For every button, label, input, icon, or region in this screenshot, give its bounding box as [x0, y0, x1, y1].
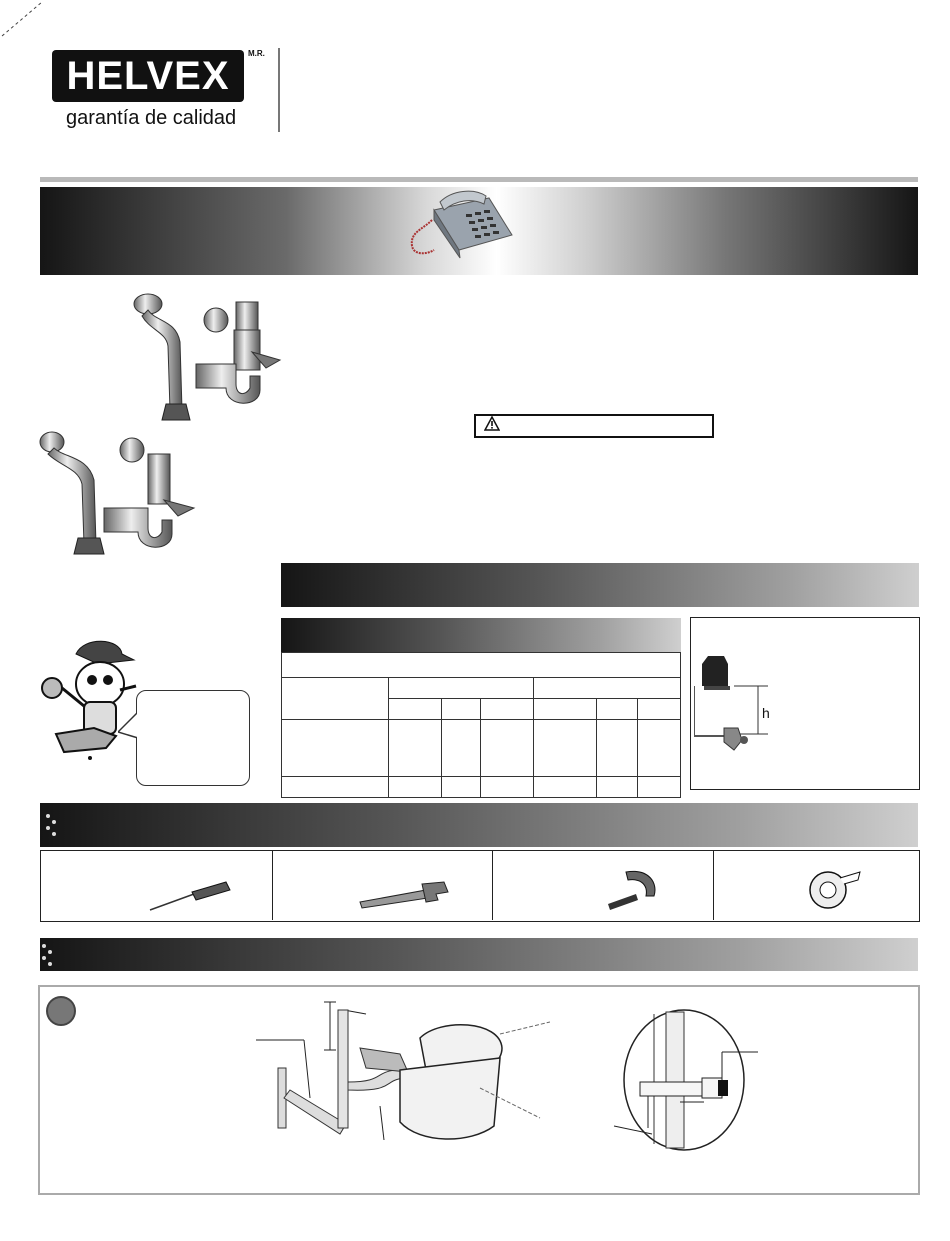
table-cell [638, 720, 681, 777]
table-cell [389, 699, 442, 720]
tank-height-diagram [694, 650, 784, 756]
table-cell [481, 777, 534, 798]
warning-triangle-icon [484, 416, 500, 432]
table-cell [282, 678, 389, 720]
step-number-badge [46, 996, 76, 1026]
tools-section-bar [40, 803, 918, 847]
table-cell [282, 720, 389, 777]
product-image-valve-1 [126, 292, 282, 424]
sealing-tape-icon [806, 868, 862, 912]
table-cell [389, 777, 442, 798]
table-row [282, 653, 681, 678]
table-cell [534, 699, 597, 720]
table-cell [597, 720, 638, 777]
specs-table [281, 652, 681, 798]
mascot-plumber [36, 636, 140, 766]
warning-box [474, 414, 714, 438]
top-rule [40, 177, 918, 182]
table-cell [534, 777, 597, 798]
table-cell [534, 720, 597, 777]
table-cell [389, 678, 534, 699]
speech-bubble-tail [118, 710, 140, 740]
table-cell [638, 699, 681, 720]
logo-tagline: garantía de calidad [66, 107, 237, 129]
specs-section-bar [281, 563, 919, 607]
c-clamp-icon [606, 868, 660, 912]
installation-section-bar [40, 938, 918, 971]
screwdriver-icon [148, 880, 232, 914]
table-cell [442, 699, 481, 720]
table-cell [389, 720, 442, 777]
dots-bullet-icon-2 [40, 942, 56, 968]
table-cell [481, 699, 534, 720]
table-cell [597, 777, 638, 798]
installation-diagram-toilet [250, 998, 550, 1148]
table-cell [638, 777, 681, 798]
table-cell [597, 699, 638, 720]
tool-cell-clamp [492, 850, 714, 920]
table-cell [442, 720, 481, 777]
dots-bullet-icon [44, 812, 60, 838]
table-cell [481, 720, 534, 777]
registered-mark: M.R. [248, 49, 265, 58]
specs-table-header [281, 618, 681, 652]
telephone-icon [404, 190, 516, 264]
height-label: h [762, 705, 770, 721]
installation-diagram-wall-detail [604, 1004, 764, 1152]
speech-bubble [136, 690, 250, 786]
table-cell [282, 777, 389, 798]
table-cell [442, 777, 481, 798]
helvex-logo: HELVEX [52, 50, 244, 102]
pipe-wrench-icon [356, 880, 452, 910]
header-divider [278, 48, 280, 132]
product-image-valve-2 [38, 428, 196, 560]
table-cell [534, 678, 681, 699]
crop-mark [0, 0, 45, 40]
